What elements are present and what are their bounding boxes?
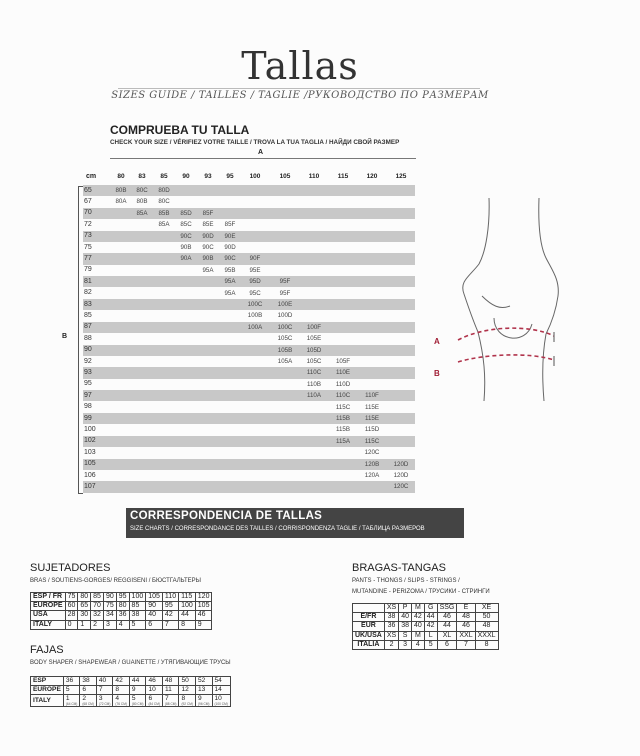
row-cm-label: 79 bbox=[84, 266, 92, 274]
table-cell: ITALY bbox=[31, 620, 66, 629]
size-cell: 85A bbox=[158, 221, 170, 229]
size-cell: 100E bbox=[277, 301, 293, 308]
italy-size: 6 bbox=[148, 695, 153, 702]
italy-size: 10 bbox=[214, 695, 222, 702]
cm-header: cm bbox=[86, 173, 97, 180]
bust-figure bbox=[434, 196, 566, 406]
table-cell: 5 bbox=[129, 620, 146, 629]
size-cell: 115C bbox=[364, 437, 380, 445]
row-cm-label: 81 bbox=[84, 277, 92, 285]
check-size-subheading: CHECK YOUR SIZE / VÉRIFIEZ VOTRE TAILLE / TROVA LA TUA TAGLIA / НАЙДИ СВОЙ РАЗМЕР bbox=[110, 139, 400, 146]
size-cell: 95A bbox=[202, 266, 214, 274]
row-cm-label: 70 bbox=[84, 209, 92, 217]
italy-size-cm: (96 CM) bbox=[197, 702, 210, 706]
table-cell: 100 bbox=[129, 593, 146, 602]
band-header: 125 bbox=[395, 173, 407, 180]
row-cm-label: 93 bbox=[84, 368, 92, 376]
italy-size-cm: (68 CM) bbox=[82, 702, 94, 706]
band-header: 95 bbox=[226, 173, 234, 180]
row-cm-label: 72 bbox=[84, 220, 92, 228]
row-cm-label: 73 bbox=[84, 232, 92, 240]
table-cell: 65 bbox=[78, 602, 91, 611]
table-cell: 46 bbox=[457, 622, 475, 631]
size-cell: 80C bbox=[158, 198, 170, 206]
table-cell: 52 bbox=[195, 677, 212, 686]
size-row bbox=[83, 219, 415, 230]
italy-size: 9 bbox=[197, 695, 202, 702]
size-row bbox=[83, 231, 415, 242]
band-header: 120 bbox=[366, 173, 378, 180]
table-cell: 50 bbox=[475, 613, 498, 622]
table-cell: 110 bbox=[162, 593, 178, 602]
table-cell: 75 bbox=[65, 593, 78, 602]
panties-table bbox=[352, 603, 499, 650]
row-cm-label: 98 bbox=[84, 403, 92, 411]
italy-size-cm: (88 CM) bbox=[164, 702, 177, 706]
table-cell: XS bbox=[384, 604, 398, 613]
row-cm-label: 82 bbox=[84, 289, 92, 297]
table-cell: 42 bbox=[424, 622, 437, 631]
size-cell: 90C bbox=[224, 255, 236, 263]
size-cell: 90D bbox=[224, 244, 236, 251]
table-cell: 44 bbox=[424, 613, 437, 622]
table-cell: ITALIA bbox=[353, 640, 385, 649]
figure-label-a: A bbox=[434, 337, 440, 346]
band-header: 83 bbox=[138, 173, 146, 180]
table-cell: 12 bbox=[179, 686, 196, 695]
table-cell: XXXL bbox=[475, 631, 498, 640]
shapers-subheading: BODY SHAPER / SHAPEWEAR / GUAINETTE / УТЯГИВАЮЩИЕ ТРУСЫ bbox=[30, 660, 231, 666]
band-header: 93 bbox=[204, 173, 212, 180]
table-cell: XXL bbox=[457, 631, 475, 640]
table-row bbox=[353, 613, 499, 622]
table-cell: 105 bbox=[195, 602, 212, 611]
italy-size: 1 bbox=[65, 695, 70, 702]
italy-size: 8 bbox=[181, 695, 186, 702]
size-cell: 110B bbox=[307, 380, 321, 388]
size-cell: 95F bbox=[279, 289, 291, 297]
row-cm-label: 100 bbox=[84, 425, 96, 433]
table-cell: 6 bbox=[146, 620, 163, 629]
table-row bbox=[31, 593, 212, 602]
size-cell: 90E bbox=[224, 232, 236, 240]
table-cell: 1 bbox=[78, 620, 91, 629]
band-header: 105 bbox=[279, 173, 291, 180]
size-cell: 100F bbox=[306, 323, 322, 331]
table-cell: 48 bbox=[457, 613, 475, 622]
table-cell: XS bbox=[384, 631, 398, 640]
size-cell: 95A bbox=[224, 289, 236, 297]
row-cm-label: 92 bbox=[84, 357, 92, 365]
size-row bbox=[83, 367, 415, 378]
table-cell: 3 bbox=[399, 640, 412, 649]
size-row bbox=[83, 379, 415, 390]
table-cell: 95 bbox=[162, 602, 178, 611]
italy-size-cm: (72 CM) bbox=[98, 702, 111, 706]
table-cell: G bbox=[424, 604, 437, 613]
table-cell: 40 bbox=[399, 613, 412, 622]
size-cell: 120D bbox=[393, 460, 409, 468]
size-row bbox=[83, 481, 415, 492]
table-cell: 38 bbox=[129, 611, 146, 620]
table-cell bbox=[113, 695, 130, 707]
table-cell: 90 bbox=[103, 593, 116, 602]
size-cell: 85B bbox=[158, 209, 170, 217]
table-cell: 38 bbox=[399, 622, 412, 631]
size-cell: 110F bbox=[365, 392, 379, 400]
size-cell: 90B bbox=[180, 244, 192, 251]
figure-label-b: B bbox=[434, 369, 440, 378]
shapers-heading: FAJAS bbox=[30, 644, 64, 656]
table-cell: 5 bbox=[63, 686, 80, 695]
size-row bbox=[83, 333, 415, 344]
table-cell bbox=[63, 695, 80, 707]
size-cell: 90A bbox=[180, 255, 192, 263]
row-cm-label: 85 bbox=[84, 311, 92, 319]
table-cell: 115 bbox=[179, 593, 196, 602]
italy-size-cm: (84 CM) bbox=[148, 702, 160, 706]
table-row bbox=[353, 631, 499, 640]
size-cell: 110C bbox=[335, 392, 351, 400]
size-cell: 120D bbox=[393, 472, 409, 479]
table-cell: EUROPE bbox=[31, 602, 66, 611]
row-cm-label: 65 bbox=[84, 186, 92, 194]
table-cell: 9 bbox=[195, 620, 212, 629]
size-cell: 85F bbox=[224, 221, 236, 229]
size-cell: 100A bbox=[247, 323, 263, 331]
band-header: 110 bbox=[308, 173, 320, 180]
table-cell: 44 bbox=[129, 677, 146, 686]
size-cell: 105B bbox=[277, 346, 293, 354]
table-cell: 95 bbox=[116, 593, 129, 602]
table-cell: 8 bbox=[113, 686, 130, 695]
table-cell: 36 bbox=[63, 677, 80, 686]
size-cell: 115B bbox=[336, 415, 350, 422]
italy-size-cm: (100 CM) bbox=[214, 702, 228, 706]
table-cell: 48 bbox=[475, 622, 498, 631]
correspondence-subtitle: SIZE CHARTS / CORRESPONDANCE DES TAILLES / CORRISPONDENZA TAGLIE / ТАБЛИЦА РАЗМЕРОВ bbox=[130, 526, 425, 532]
size-cell: 95B bbox=[224, 266, 236, 274]
table-cell: 85 bbox=[91, 593, 104, 602]
table-cell: 100 bbox=[179, 602, 196, 611]
table-cell: 5 bbox=[424, 640, 437, 649]
axis-label-b: B bbox=[62, 333, 68, 340]
size-cell: 100C bbox=[247, 301, 263, 308]
table-cell: 10 bbox=[146, 686, 163, 695]
table-cell: ESP bbox=[31, 677, 64, 686]
size-row bbox=[83, 356, 415, 367]
table-cell: 42 bbox=[162, 611, 178, 620]
row-cm-label: 97 bbox=[84, 391, 92, 399]
size-cell: 105A bbox=[277, 358, 293, 365]
size-cell: 115C bbox=[335, 403, 351, 411]
size-cell: 100D bbox=[277, 312, 293, 320]
table-cell: 40 bbox=[411, 622, 424, 631]
table-row bbox=[31, 620, 212, 629]
table-cell bbox=[80, 695, 97, 707]
italy-size: 3 bbox=[98, 695, 103, 702]
table-cell: 60 bbox=[65, 602, 78, 611]
size-cell: 95D bbox=[249, 278, 261, 286]
table-cell: 120 bbox=[195, 593, 212, 602]
table-cell: 50 bbox=[179, 677, 196, 686]
table-cell: 32 bbox=[91, 611, 104, 620]
table-cell: 7 bbox=[162, 620, 178, 629]
size-cell: 90C bbox=[180, 232, 192, 240]
size-cell: 95A bbox=[224, 278, 236, 286]
italy-size: 5 bbox=[131, 695, 136, 702]
size-cell: 115D bbox=[364, 426, 380, 434]
size-cell: 110C bbox=[306, 369, 322, 377]
table-cell: 54 bbox=[212, 677, 230, 686]
table-cell bbox=[179, 695, 196, 707]
size-cell: 85E bbox=[202, 221, 214, 229]
shapers-table bbox=[30, 676, 231, 707]
size-cell: 80B bbox=[115, 187, 127, 194]
table-cell: 80 bbox=[78, 593, 91, 602]
size-cell: 105F bbox=[335, 358, 351, 365]
row-cm-label: 106 bbox=[84, 471, 96, 479]
size-cell: 105D bbox=[306, 346, 322, 354]
band-header: 90 bbox=[182, 173, 190, 180]
table-cell: 6 bbox=[437, 640, 457, 649]
size-cell: 105C bbox=[277, 335, 293, 343]
table-cell: 36 bbox=[116, 611, 129, 620]
size-cell: 85F bbox=[202, 209, 214, 217]
table-cell: 9 bbox=[129, 686, 146, 695]
table-cell: 75 bbox=[103, 602, 116, 611]
table-cell: E bbox=[457, 604, 475, 613]
size-cell: 110A bbox=[307, 392, 321, 400]
table-cell: EUROPE bbox=[31, 686, 64, 695]
table-row bbox=[31, 611, 212, 620]
table-cell: 80 bbox=[116, 602, 129, 611]
table-cell: 7 bbox=[96, 686, 113, 695]
table-cell: 6 bbox=[80, 686, 97, 695]
size-cell: 115E bbox=[365, 403, 379, 411]
table-cell: 46 bbox=[195, 611, 212, 620]
table-cell: L bbox=[424, 631, 437, 640]
panties-heading: BRAGAS-TANGAS bbox=[352, 562, 446, 574]
page-title: Tallas bbox=[241, 44, 359, 88]
table-cell bbox=[195, 695, 212, 707]
table-cell: P bbox=[399, 604, 412, 613]
size-cell: 100B bbox=[247, 312, 263, 320]
size-cell: 95E bbox=[249, 266, 261, 274]
band-header: 80 bbox=[117, 173, 125, 180]
size-cell: 85D bbox=[180, 209, 192, 217]
table-cell: 42 bbox=[411, 613, 424, 622]
table-cell: 13 bbox=[195, 686, 212, 695]
table-cell: USA bbox=[31, 611, 66, 620]
table-cell: 46 bbox=[437, 613, 457, 622]
size-cell: 120C bbox=[393, 483, 409, 491]
axis-a-rule bbox=[110, 158, 416, 159]
row-cm-label: 99 bbox=[84, 414, 92, 422]
table-cell: 14 bbox=[212, 686, 230, 695]
table-cell: 38 bbox=[80, 677, 97, 686]
table-cell: ESP / FR bbox=[31, 593, 66, 602]
table-cell: 11 bbox=[162, 686, 179, 695]
title-rule bbox=[118, 88, 480, 89]
table-cell: 40 bbox=[146, 611, 163, 620]
page-subtitle: SIZES GUIDE / TAILLES / TAGLIE /РУКОВОДСТВО ПО РАЗМЕРАМ bbox=[111, 90, 489, 101]
bras-heading: SUJETADORES bbox=[30, 562, 111, 574]
table-cell: 38 bbox=[384, 613, 398, 622]
band-header: 115 bbox=[337, 173, 349, 180]
axis-label-a: A bbox=[258, 149, 264, 156]
table-cell bbox=[129, 695, 146, 707]
table-cell bbox=[146, 695, 163, 707]
size-cell: 105C bbox=[306, 358, 322, 365]
italy-size-cm: (76 CM) bbox=[115, 702, 127, 706]
size-cell: 80D bbox=[158, 187, 170, 194]
table-cell: 90 bbox=[146, 602, 163, 611]
bras-subheading: BRAS / SOUTIENS-GORGES/ REGGISENI / БЮСТГАЛЬТЕРЫ bbox=[30, 578, 201, 584]
size-row bbox=[83, 345, 415, 356]
table-cell: 42 bbox=[113, 677, 130, 686]
size-cell: 100C bbox=[277, 323, 293, 331]
table-cell: 70 bbox=[91, 602, 104, 611]
row-cm-label: 102 bbox=[84, 437, 96, 445]
size-cell: 90F bbox=[249, 255, 261, 263]
table-cell: 4 bbox=[116, 620, 129, 629]
size-cell: 80B bbox=[136, 198, 148, 206]
size-cell: 110E bbox=[336, 369, 350, 377]
table-cell: 28 bbox=[65, 611, 78, 620]
table-cell: 44 bbox=[437, 622, 457, 631]
size-cell: 90B bbox=[202, 255, 214, 263]
bras-table bbox=[30, 592, 212, 630]
table-cell: EUR bbox=[353, 622, 385, 631]
table-cell: 8 bbox=[475, 640, 498, 649]
table-cell: ITALY bbox=[31, 695, 64, 707]
table-row bbox=[31, 602, 212, 611]
italy-size-cm: (64 CM) bbox=[65, 702, 78, 706]
table-cell: M bbox=[411, 604, 424, 613]
table-cell: 3 bbox=[103, 620, 116, 629]
row-cm-label: 87 bbox=[84, 323, 92, 331]
row-cm-label: 95 bbox=[84, 380, 92, 388]
table-cell: XE bbox=[475, 604, 498, 613]
table-row bbox=[31, 686, 231, 695]
row-cm-label: 88 bbox=[84, 334, 92, 342]
size-row bbox=[83, 242, 415, 253]
row-cm-label: 77 bbox=[84, 254, 92, 262]
table-cell: 105 bbox=[146, 593, 163, 602]
table-row bbox=[31, 695, 231, 707]
size-cell: 90C bbox=[202, 244, 214, 251]
row-cm-label: 67 bbox=[84, 197, 92, 205]
row-cm-label: 75 bbox=[84, 243, 92, 251]
table-row bbox=[31, 677, 231, 686]
table-cell: 30 bbox=[78, 611, 91, 620]
italy-size-cm: (80 CM) bbox=[131, 702, 144, 706]
axis-b-bracket bbox=[78, 186, 83, 494]
table-cell: 48 bbox=[162, 677, 179, 686]
check-size-heading: COMPRUEBA TU TALLA bbox=[110, 123, 250, 137]
size-cell: 90D bbox=[202, 232, 214, 240]
italy-size: 2 bbox=[82, 695, 87, 702]
size-cell: 95C bbox=[249, 289, 261, 297]
table-cell: S bbox=[399, 631, 412, 640]
size-cell: 120B bbox=[364, 460, 380, 468]
table-cell bbox=[212, 695, 230, 707]
table-cell: 40 bbox=[96, 677, 113, 686]
table-cell: 85 bbox=[129, 602, 146, 611]
table-cell: 44 bbox=[179, 611, 196, 620]
table-cell: 8 bbox=[179, 620, 196, 629]
size-cell: 120C bbox=[364, 449, 380, 457]
row-cm-label: 83 bbox=[84, 300, 92, 308]
table-row bbox=[353, 622, 499, 631]
correspondence-title: CORRESPONDENCIA DE TALLAS bbox=[130, 510, 323, 522]
size-cell: 120A bbox=[364, 472, 380, 479]
italy-size: 4 bbox=[115, 695, 120, 702]
table-cell: SSG bbox=[437, 604, 457, 613]
table-cell bbox=[96, 695, 113, 707]
row-cm-label: 90 bbox=[84, 346, 92, 354]
size-cell: 115E bbox=[365, 415, 379, 422]
row-cm-label: 105 bbox=[84, 460, 96, 468]
table-cell: 0 bbox=[65, 620, 78, 629]
table-cell: E/FR bbox=[353, 613, 385, 622]
table-cell bbox=[353, 604, 385, 613]
panties-subheading-1: PANTS - THONGS / SLIPS - STRINGS / bbox=[352, 578, 460, 584]
table-cell: 2 bbox=[91, 620, 104, 629]
size-cell: 85C bbox=[180, 221, 192, 229]
size-cell: 80C bbox=[136, 187, 148, 194]
table-cell: 7 bbox=[457, 640, 475, 649]
table-cell: 36 bbox=[384, 622, 398, 631]
table-cell: 2 bbox=[384, 640, 398, 649]
size-cell: 110D bbox=[335, 380, 351, 388]
row-cm-label: 103 bbox=[84, 448, 96, 456]
size-cell: 115A bbox=[336, 437, 350, 445]
table-row bbox=[353, 640, 499, 649]
italy-size: 7 bbox=[164, 695, 169, 702]
row-cm-label: 107 bbox=[84, 482, 96, 490]
italy-size-cm: (92 CM) bbox=[181, 702, 193, 706]
table-cell: 4 bbox=[411, 640, 424, 649]
band-header: 100 bbox=[249, 173, 261, 180]
table-cell bbox=[162, 695, 179, 707]
table-cell: 34 bbox=[103, 611, 116, 620]
table-row bbox=[353, 604, 499, 613]
panties-subheading-2: MUTANDINE - PERIZOMA / ТРУСИКИ - СТРИНГИ bbox=[352, 589, 490, 595]
band-header: 85 bbox=[160, 173, 168, 180]
size-cell: 85A bbox=[136, 209, 148, 217]
size-cell: 115B bbox=[336, 426, 350, 434]
table-cell: M bbox=[411, 631, 424, 640]
size-cell: 105E bbox=[306, 335, 322, 343]
table-cell: 46 bbox=[146, 677, 163, 686]
table-cell: UK/USA bbox=[353, 631, 385, 640]
table-cell: XL bbox=[437, 631, 457, 640]
size-cell: 80A bbox=[115, 198, 127, 206]
size-cell: 95F bbox=[279, 278, 291, 286]
